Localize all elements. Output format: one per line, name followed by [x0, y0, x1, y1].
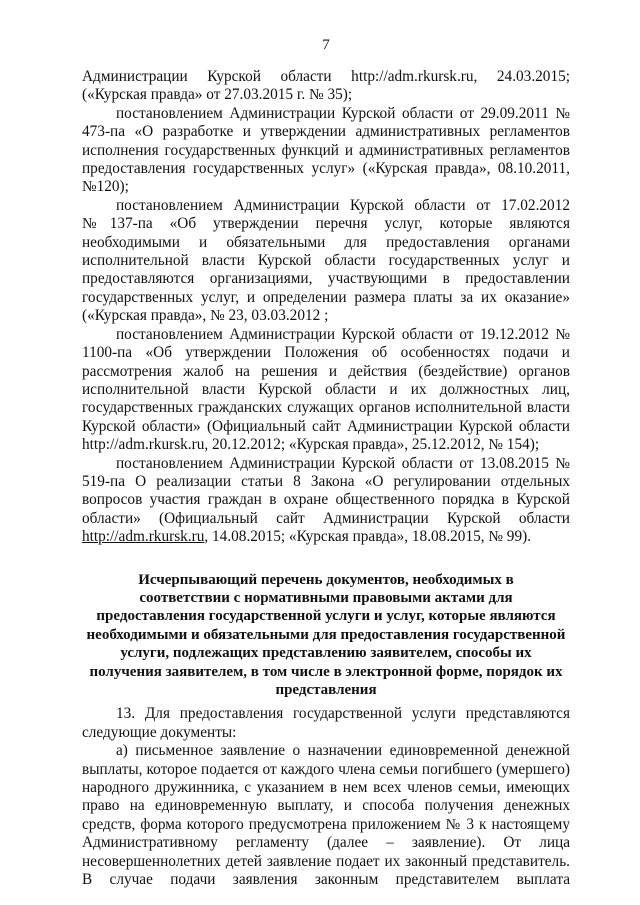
heading-line: соответствии с нормативными правовыми актами для: [139, 589, 513, 606]
paragraph-decree-473: постановлением Администрации Курской области от 29.09.2011 № 473-па «О разработке и утверждении административных регламентов исполнения государственных функций и административных регламентов предоставления государственных услуг» («Курская правда», 08.10.2011, №120);: [82, 104, 570, 196]
paragraph-decree-1100: постановлением Администрации Курской области от 19.12.2012 № 1100-па «Об утверждении Положения об особенностях подачи и рассмотрения жалоб на решения и действия (бездействие) органов исполнительной власти Курской области и их должностных лиц, государственных гражданских служащих органов исполнительной власти Курской области» (Официальный сайт Администрации Курской области http://adm.rkursk.ru, 20.12.2012; «Курская правда», 25.12.2012, № 154);: [82, 325, 570, 454]
paragraph-admin-reference: Администрации Курской области http://adm.rkursk.ru, 24.03.2015; («Курская правда» от 27.03.2015 г. № 35);: [82, 68, 570, 104]
decree-519-text-end: , 14.08.2015; «Курская правда», 18.08.2015, № 99).: [204, 528, 532, 546]
body-text: [82, 68, 570, 889]
heading-line: необходимыми и обязательными для предоставления государственной: [86, 626, 566, 643]
paragraph-decree-519: [82, 455, 570, 547]
paragraph-13a: а) письменное заявление о назначении единовременной денежной выплаты, которое подается от каждого члена семьи погибшего (умершего) народного дружинника, с указанием в нем всех членов семьи, имеющих право на единовременную выплату, и способа получения денежных средств, форма которого предусмотрена приложением № 3 к настоящему Административному регламенту (далее – заявление). От лица несовершеннолетних детей заявление подает их законный представитель. В случае подачи заявления законным представителем выплата: [82, 742, 570, 889]
page-number: 7: [322, 37, 330, 53]
heading-line: Исчерпывающий перечень документов, необходимых в: [138, 571, 514, 588]
paragraph-decree-137: постановлением Администрации Курской области от 17.02.2012 №137-па «Об утверждении перечня услуг, которые являются необходимыми и обязательными для предоставления органами исполнительной власти Курской области государственных услуг и предоставляются организациями, участвующими в предоставлении государственных услуг, и определении размера платы за их оказание» («Курская правда», № 23, 03.03.2012 ;: [82, 196, 570, 325]
heading-line: предоставления государственной услуги и услуг, которые являются: [96, 608, 556, 625]
decree-519-text: постановлением Администрации Курской области от 13.08.2015 № 519-па О реализации статьи 8 Закона «О регулировании отдельных вопросов участия граждан в охране общественного порядка в Курской области» (Официальный сайт Администрации Курской области: [82, 454, 570, 527]
heading-line: представления: [275, 682, 377, 698]
heading-line: услуги, подлежащих представлению заявителем, способы их: [120, 645, 532, 662]
heading-line: получения заявителем, в том числе в электронной форме, порядок их: [89, 663, 563, 680]
adm-rkursk-link[interactable]: http://adm.rkursk.ru: [82, 528, 205, 546]
section-heading: [82, 571, 570, 700]
paragraph-13: 13. Для предоставления государственной услуги представляются следующие документы:: [82, 705, 570, 741]
